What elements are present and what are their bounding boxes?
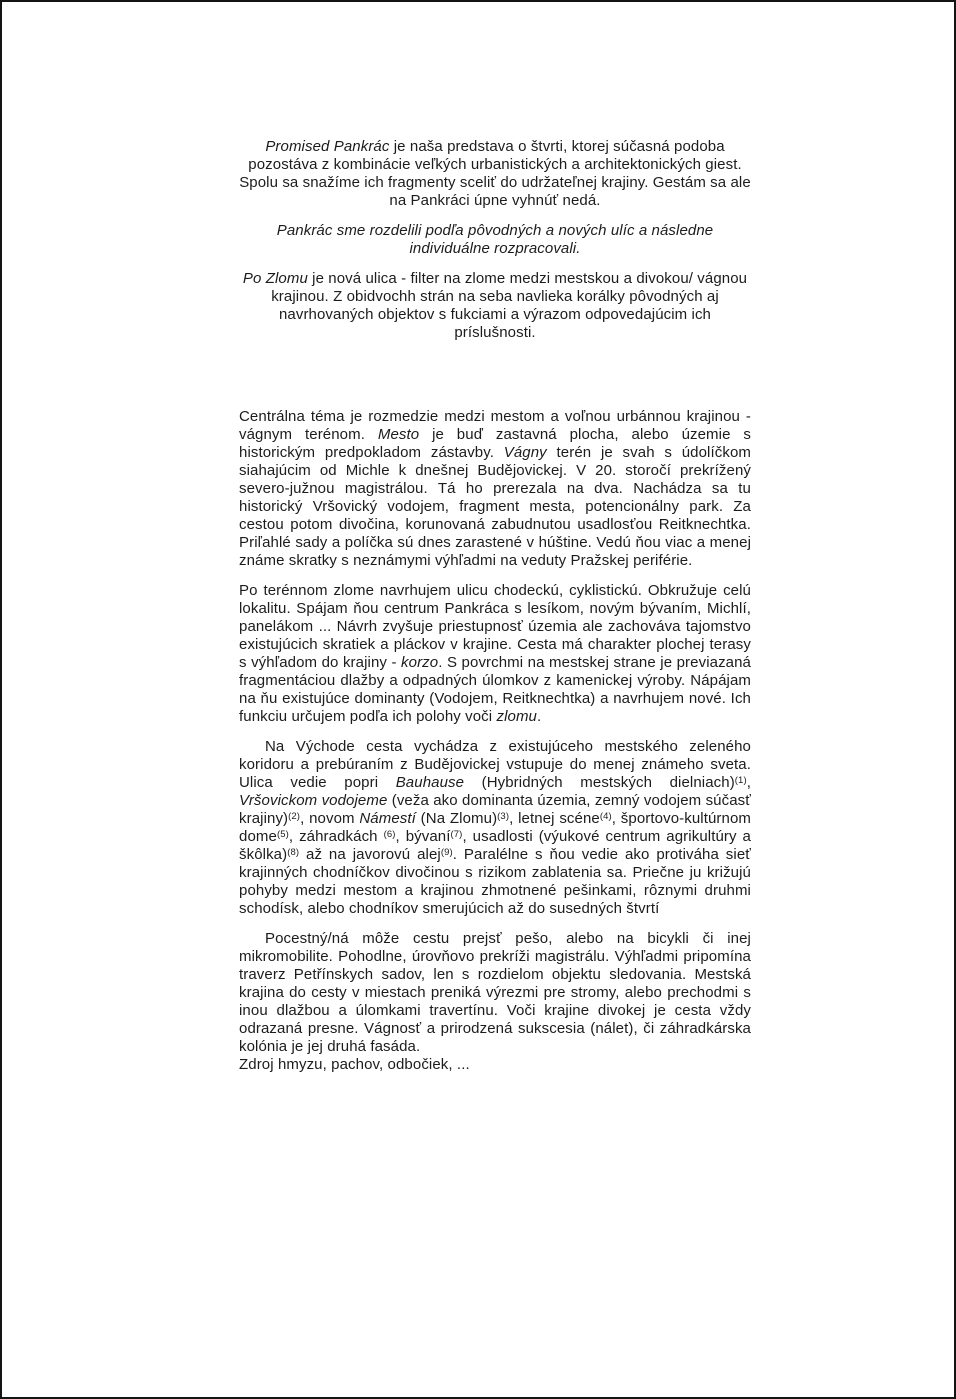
east-route-paragraph: Na Východe cesta vychádza z existujúceho mestského zeleného koridoru a prebúraním z Budějovickej vstupuje do menej známeho sveta. Ulica vedie popri Bauhause (Hybridných mestských dielniach)$^{(1)}$, Vršovickom vodojeme (veža ako dominanta územia, zemný vodojem súčasť krajiny)$^{(2)}$, novom Námestí (Na Zlomu)$^{(3)}$, letnej scéne$^{(4)}$, športovo-kultúrnom dome$^{(5)}$, záhradkách $^{(6)}$, bývaní$^{(7)}$, usadlosti (výukové centrum agrikultúry a škôlka)$^{(8)}$ až na javorovú alej$^{(9)}$. Paralélne s ňou vedie ako protiváha sieť krajinných chodníčkov divočinou s rizikom zablatenia sa. Priečne ju križujú pohyby medzi mestom a krajinou zhmotnené pešinkami, rôznymi druhmi schodísk, alebo chodníkov smerujúcich až do susedných štvrtí bbox=[239, 738, 751, 917]
intro-paragraph: Promised Pankrác je naša predstava o štvrti, ktorej súčasná podoba pozostáva z kombinácie veľkých urbanistických a architektonických giest. Spolu sa snažíme ich fragmenty sceliť do udržateľnej krajiny. Gestám sa ale na Pankráci úpne vyhnúť nedá. bbox=[239, 138, 751, 209]
pedestrian-paragraph: Pocestný/ná môže cestu prejsť pešo, alebo na bicykli či inej mikromobilite. Pohodlne, úrovňovo prekríži magistrálu. Výhľadmi pripomína traverz Petřínskych sadov, len s rozdielom objektu sledovania. Mestská krajina do cesty v miestach preniká výrezmi pre stromy, alebo prechodmi s inou dlažbou a úlomkami travertínu. Voči krajine divokej je cesta vždy odrazaná presne. Vágnosť a prirodzená sukscesia (nálet), či záhradkárska kolónia je jej druhá fasáda. bbox=[239, 930, 751, 1055]
terrain-break-paragraph: Po terénnom zlome navrhujem ulicu chodeckú, cyklistickú. Obkružuje celú lokalitu. Spájam ňou centrum Pankráca s lesíkom, novým bývaním, Michlí, panelákom ... Návrh zvyšuje priestupnosť územia ale zachováva tajomstvo existujúcich skratiek a pláckov v krajine. Cesta má charakter plochej terasy s výhľadom do krajiny - korzo. S povrchmi na mestskej strane je previazaná fragmentáciou dlažby a odpadných úlomkov z kamenickej výroby. Nápájam na ňu existujúce dominanty (Vodojem, Reitknechtka) a navrhujem nové. Ich funkciu určujem podľa ich polohy voči zlomu. bbox=[239, 582, 751, 725]
text-block bbox=[239, 138, 751, 1074]
central-theme-paragraph: Centrálna téma je rozmedzie medzi mestom a voľnou urbánnou krajinou - vágnym terénom. Mesto je buď zastavná plocha, alebo územie s historickým predpokladom zástavby. Vágny terén je svah s údolíčkom siahajúcim od Michle k dnešnej Budějovickej. V 20. storočí prekrížený severo-južnou magistrálou. Tá ho prerezala na dva. Nachádza sa tu historický Vršovický vodojem, fragment mesta, potencionálny park. Za cestou potom divočina, korunovaná zabudnutou usadlosťou Reitknechtka. Priľahlé sady a políčka sú dnes zarastené v húštine. Vedú ňou viac a menej známe skratky s neznámymi výhľadmi na veduty Pražskej periférie. bbox=[239, 408, 751, 569]
division-paragraph: Pankrác sme rozdelili podľa pôvodných a nových ulíc a následne individuálne rozpracovali. bbox=[276, 222, 714, 257]
po-zlomu-paragraph: Po Zlomu je nová ulica - filter na zlome medzi mestskou a divokou/ vágnou krajinou. Z obidvochh strán na seba navlieka korálky pôvodných aj navrhovaných objektov s fukciami a výrazom odpovedajúcim ich príslušnosti. bbox=[242, 270, 748, 341]
closing-line: Zdroj hmyzu, pachov, odbočiek, ... bbox=[239, 1056, 470, 1073]
